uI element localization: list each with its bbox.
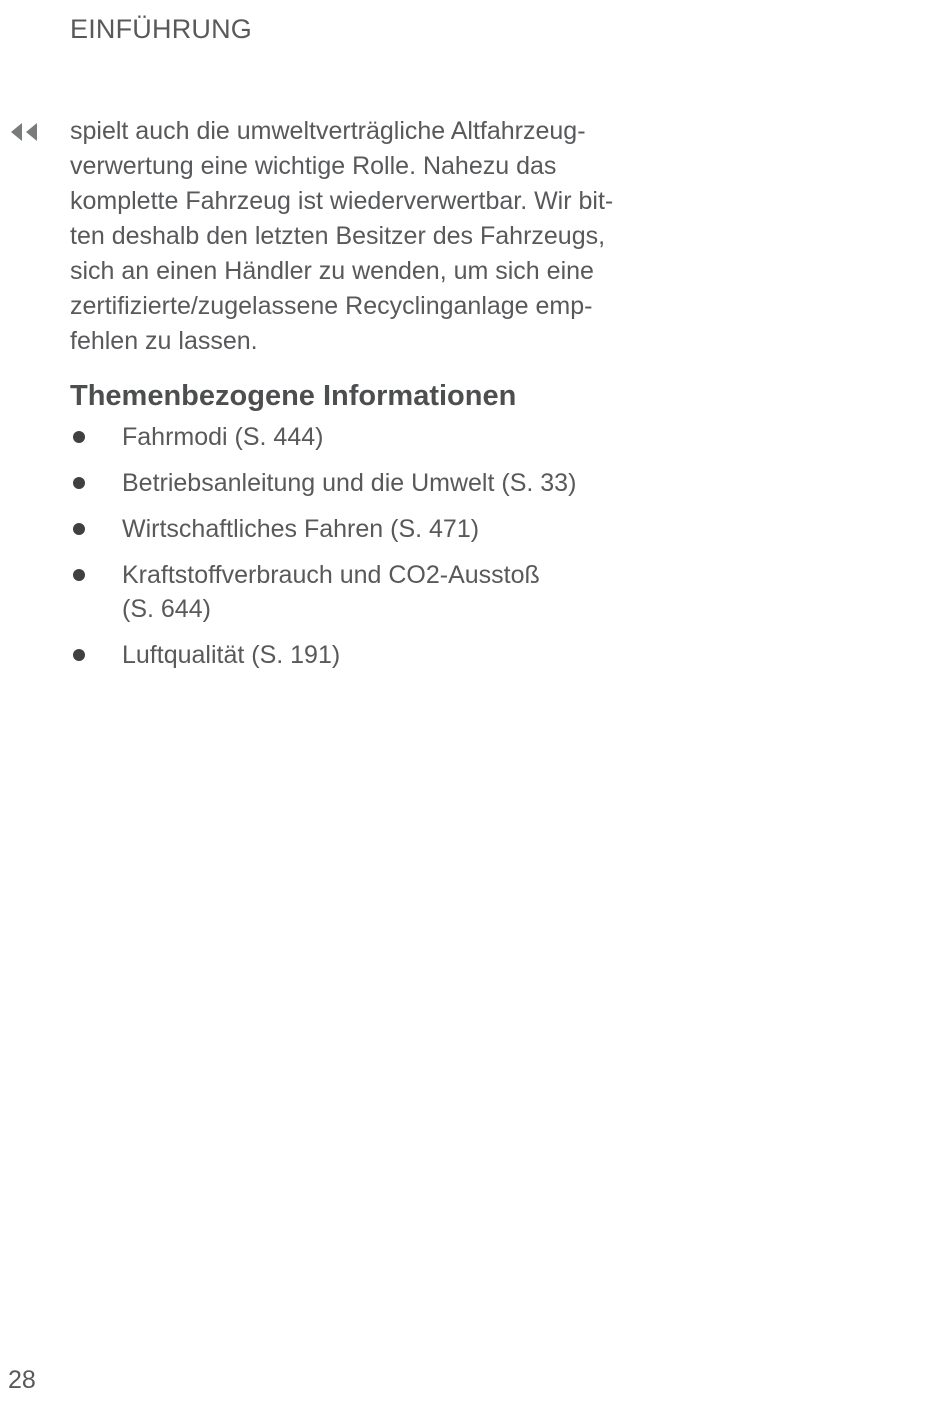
- body-line: fehlen zu lassen.: [70, 327, 258, 355]
- page-number: 28: [8, 1366, 36, 1394]
- body-line: verwertung eine wichtige Rolle. Nahezu das: [70, 152, 557, 180]
- related-link-text: (S. 644): [122, 595, 211, 623]
- section-title: EINFÜHRUNG: [70, 14, 252, 44]
- bullet-icon: [73, 477, 85, 489]
- bullet-icon: [73, 649, 85, 661]
- body-line: spielt auch die umweltverträgliche Altfahrzeug-: [70, 117, 586, 145]
- related-link-economical-driving[interactable]: [70, 512, 690, 546]
- bullet-icon: [73, 431, 85, 443]
- related-link-text: Betriebsanleitung und die Umwelt (S. 33): [122, 469, 577, 497]
- related-link-text: Fahrmodi (S. 444): [122, 423, 324, 451]
- related-link-text: Luftqualität (S. 191): [122, 641, 341, 669]
- related-link-driving-modes[interactable]: [70, 420, 690, 454]
- related-link-manual-environment[interactable]: [70, 466, 690, 500]
- body-line: ten deshalb den letzten Besitzer des Fahrzeugs,: [70, 222, 606, 250]
- body-line: komplette Fahrzeug ist wiederverwertbar. Wir bit-: [70, 187, 614, 215]
- body-line: sich an einen Händler zu wenden, um sich eine: [70, 257, 594, 285]
- related-link-air-quality[interactable]: [70, 638, 690, 672]
- bullet-icon: [73, 569, 85, 581]
- related-link-text: Wirtschaftliches Fahren (S. 471): [122, 515, 480, 543]
- body-paragraph: [70, 114, 670, 359]
- related-link-text: Kraftstoffverbrauch und CO2-Ausstoß: [122, 561, 540, 589]
- related-info-heading: Themenbezogene Informationen: [70, 380, 517, 412]
- double-left-arrow-icon: [10, 121, 40, 143]
- bullet-icon: [73, 523, 85, 535]
- related-link-fuel-consumption[interactable]: [70, 558, 690, 626]
- body-line: zertifizierte/zugelassene Recyclinganlage emp-: [70, 292, 593, 320]
- related-info-list: [70, 420, 690, 684]
